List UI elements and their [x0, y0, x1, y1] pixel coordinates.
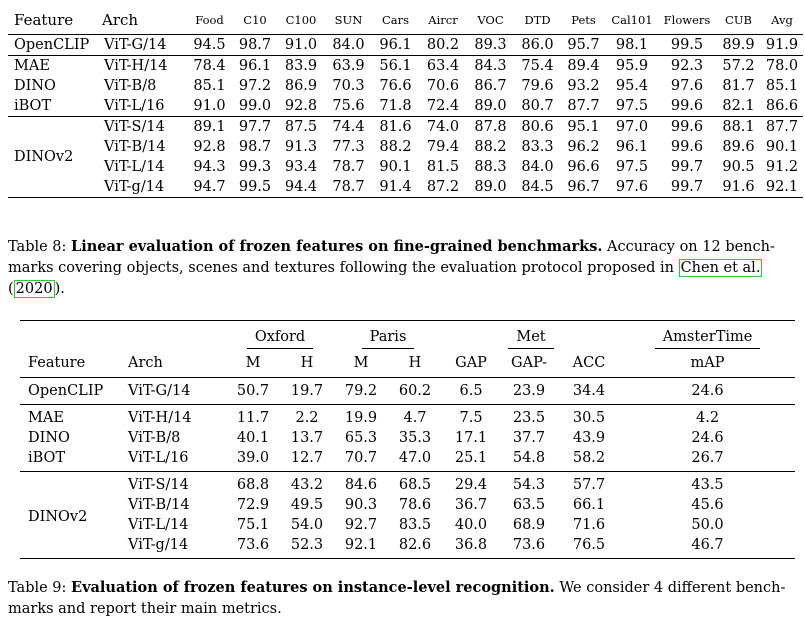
feature-cell: iBOT: [28, 450, 66, 466]
value-cell: 70.3: [332, 78, 365, 94]
value-cell: 97.5: [615, 98, 649, 114]
arch-cell: ViT-H/14: [128, 410, 192, 426]
value-cell: 97.5: [615, 159, 649, 175]
value-cell: 85.1: [193, 78, 226, 94]
table-8-body: [8, 35, 803, 198]
value-cell: 95.7: [567, 37, 600, 53]
value-cell: 7.5: [459, 410, 483, 426]
table-8-container: [8, 6, 803, 198]
value-cell: 25.1: [454, 450, 488, 466]
arch-cell: ViT-g/14: [104, 179, 165, 195]
value-cell: 78.4: [193, 58, 226, 74]
value-cell: 97.0: [615, 119, 649, 135]
value-cell: 95.9: [615, 58, 649, 74]
value-cell: 91.0: [193, 98, 226, 114]
table-row: [20, 405, 795, 429]
group-header: [334, 321, 442, 350]
table-row: [8, 137, 803, 157]
value-cell: 4.7: [403, 410, 427, 426]
value-cell: 73.6: [236, 537, 270, 553]
value-cell: 87.5: [284, 119, 318, 135]
value-cell: 63.4: [426, 58, 460, 74]
table-row: [20, 472, 795, 496]
value-cell: 70.6: [426, 78, 460, 94]
value-cell: 66.1: [572, 497, 606, 513]
caption-end: .: [60, 281, 65, 297]
table-9-caption: [8, 577, 798, 620]
value-cell: 92.3: [670, 58, 704, 74]
value-cell: 26.7: [691, 450, 724, 466]
spacer-cell: [20, 321, 120, 350]
arch-cell: ViT-L/16: [104, 98, 165, 114]
value-cell: 89.0: [474, 98, 507, 114]
table-9: [20, 320, 795, 559]
value-cell: 83.5: [398, 517, 432, 533]
value-cell: 96.7: [567, 179, 600, 195]
column-header: H: [300, 355, 314, 371]
value-cell: 24.6: [691, 383, 724, 399]
value-cell: 99.3: [238, 159, 272, 175]
value-cell: 23.9: [512, 383, 546, 399]
value-cell: 96.1: [238, 58, 272, 74]
column-header: GAP: [455, 355, 487, 371]
value-cell: 4.2: [695, 410, 720, 426]
value-cell: 89.4: [567, 58, 600, 74]
column-header: Flowers: [663, 13, 711, 27]
value-cell: 96.6: [567, 159, 600, 175]
value-cell: 49.5: [290, 497, 324, 513]
table-row: [8, 177, 803, 198]
value-cell: 76.6: [379, 78, 412, 94]
value-cell: 99.7: [670, 159, 704, 175]
value-cell: 88.2: [379, 139, 412, 155]
feature-cell: iBOT: [14, 98, 52, 114]
value-cell: 81.7: [722, 78, 755, 94]
value-cell: 92.1: [765, 179, 799, 195]
value-cell: 87.7: [765, 119, 799, 135]
table-row: [8, 96, 803, 117]
group-header-row: [20, 321, 795, 350]
value-cell: 89.3: [474, 37, 507, 53]
column-header: Arch: [128, 355, 163, 371]
value-cell: 23.5: [512, 410, 546, 426]
table-row: [8, 56, 803, 77]
value-cell: 65.3: [344, 430, 378, 446]
value-cell: 92.7: [344, 517, 378, 533]
value-cell: 84.6: [344, 477, 378, 493]
value-cell: 75.1: [236, 517, 270, 533]
feature-cell: DINOv2: [28, 508, 88, 525]
group-header: [620, 321, 795, 350]
value-cell: 92.8: [193, 139, 226, 155]
value-cell: 88.2: [474, 139, 507, 155]
column-header: Aircr: [428, 13, 458, 27]
value-cell: 94.3: [193, 159, 226, 175]
table-row: [20, 515, 795, 535]
value-cell: 72.9: [236, 497, 270, 513]
value-cell: 68.5: [398, 477, 432, 493]
value-cell: 72.4: [426, 98, 460, 114]
value-cell: 84.3: [474, 58, 507, 74]
table-row: [20, 448, 795, 472]
value-cell: 78.7: [332, 179, 365, 195]
value-cell: 36.7: [454, 497, 488, 513]
table-row: [8, 76, 803, 96]
value-cell: 93.2: [567, 78, 600, 94]
value-cell: 30.5: [572, 410, 606, 426]
value-cell: 78.6: [398, 497, 432, 513]
value-cell: 91.0: [284, 37, 318, 53]
value-cell: 93.4: [284, 159, 318, 175]
value-cell: 82.1: [722, 98, 755, 114]
value-cell: 99.6: [670, 98, 704, 114]
header-row: [8, 6, 803, 35]
value-cell: 70.7: [344, 450, 378, 466]
column-header: mAP: [690, 355, 725, 371]
column-header: Cars: [381, 13, 410, 27]
column-header: GAP-: [511, 355, 547, 371]
value-cell: 75.4: [521, 58, 554, 74]
arch-cell: ViT-S/14: [104, 119, 165, 135]
table-row: [20, 535, 795, 559]
value-cell: 63.5: [512, 497, 546, 513]
value-cell: 74.4: [332, 119, 365, 135]
value-cell: 97.6: [670, 78, 704, 94]
table-8: [8, 6, 803, 198]
caption-text: We consider 4 different bench- marks and report their main metrics.: [8, 580, 786, 617]
value-cell: 95.4: [615, 78, 649, 94]
value-cell: 97.6: [615, 179, 649, 195]
value-cell: 17.1: [454, 430, 488, 446]
group-header-label: Oxford: [247, 327, 313, 349]
value-cell: 89.0: [474, 179, 507, 195]
value-cell: 36.8: [454, 537, 488, 553]
arch-cell: ViT-G/14: [128, 383, 191, 399]
column-header: Cal101: [611, 13, 653, 27]
value-cell: 43.5: [691, 477, 724, 493]
value-cell: 81.6: [379, 119, 412, 135]
arch-cell: ViT-H/14: [104, 58, 168, 74]
value-cell: 11.7: [236, 410, 270, 426]
value-cell: 6.5: [459, 383, 483, 399]
value-cell: 76.5: [572, 537, 606, 553]
column-header: Pets: [571, 13, 596, 27]
value-cell: 71.8: [379, 98, 412, 114]
value-cell: 99.5: [670, 37, 704, 53]
value-cell: 89.6: [722, 139, 755, 155]
arch-cell: ViT-L/14: [128, 517, 189, 533]
column-header: DTD: [524, 13, 551, 27]
value-cell: 19.9: [344, 410, 378, 426]
value-cell: 83.3: [521, 139, 554, 155]
value-cell: 68.9: [512, 517, 546, 533]
table-row: [20, 378, 795, 405]
value-cell: 91.2: [765, 159, 799, 175]
value-cell: 98.1: [615, 37, 649, 53]
value-cell: 52.3: [290, 537, 324, 553]
header-row: [20, 349, 795, 378]
table-8-caption: Table 8: Linear evaluation of frozen features on fine-grained benchmarks. Accuracy on 12 bench- marks covering objects, scenes and textures following the evaluation protocol proposed in Chen et al. ( 2020 ).: [8, 238, 775, 297]
column-header: VOC: [477, 13, 504, 27]
arch-cell: ViT-L/16: [128, 450, 189, 466]
feature-cell: MAE: [14, 58, 50, 74]
value-cell: 99.5: [238, 179, 272, 195]
value-cell: 86.9: [284, 78, 318, 94]
value-cell: 86.0: [521, 37, 554, 53]
value-cell: 24.6: [691, 430, 724, 446]
table-9-body: [20, 378, 795, 559]
feature-cell: MAE: [28, 410, 64, 426]
column-header: Food: [195, 13, 224, 27]
value-cell: 57.7: [572, 477, 606, 493]
group-header: [226, 321, 334, 350]
value-cell: 91.9: [765, 37, 799, 53]
value-cell: 97.2: [238, 78, 272, 94]
group-header-label: AmsterTime: [655, 327, 761, 349]
column-header: M: [353, 355, 369, 371]
value-cell: 54.8: [512, 450, 546, 466]
value-cell: 50.0: [691, 517, 724, 533]
column-header: Arch: [102, 11, 139, 29]
value-cell: 75.6: [332, 98, 365, 114]
value-cell: 77.3: [332, 139, 365, 155]
value-cell: 58.2: [572, 450, 606, 466]
value-cell: 96.2: [567, 139, 600, 155]
caption-label: Table 8:: [8, 239, 67, 255]
value-cell: 12.7: [290, 450, 324, 466]
value-cell: 34.4: [572, 383, 606, 399]
value-cell: 84.5: [521, 179, 554, 195]
value-cell: 56.1: [379, 58, 412, 74]
column-header: Avg: [771, 13, 793, 27]
table-9-header: [20, 321, 795, 378]
value-cell: 73.6: [512, 537, 546, 553]
group-header: [442, 321, 620, 350]
value-cell: 94.7: [193, 179, 226, 195]
value-cell: 54.3: [512, 477, 546, 493]
citation-year-link[interactable]: 2020: [15, 281, 53, 297]
column-header: ACC: [572, 355, 606, 371]
table-row: [20, 495, 795, 515]
value-cell: 96.1: [615, 139, 649, 155]
value-cell: 68.8: [236, 477, 270, 493]
value-cell: 89.9: [722, 37, 755, 53]
value-cell: 89.1: [193, 119, 226, 135]
value-cell: 82.6: [398, 537, 432, 553]
value-cell: 60.2: [398, 383, 432, 399]
table-9-container: [20, 320, 795, 559]
feature-cell: OpenCLIP: [14, 37, 90, 53]
value-cell: 94.5: [193, 37, 226, 53]
value-cell: 98.7: [238, 139, 272, 155]
value-cell: 43.9: [572, 430, 606, 446]
value-cell: 79.4: [426, 139, 460, 155]
value-cell: 46.7: [691, 537, 724, 553]
caption-label: Table 9:: [8, 580, 67, 596]
value-cell: 90.1: [765, 139, 799, 155]
value-cell: 85.1: [765, 78, 799, 94]
value-cell: 84.0: [521, 159, 554, 175]
value-cell: 90.3: [344, 497, 378, 513]
column-header: Feature: [14, 11, 74, 29]
value-cell: 80.6: [521, 119, 554, 135]
group-header-label: Met: [508, 327, 553, 349]
value-cell: 40.0: [454, 517, 488, 533]
value-cell: 87.2: [426, 179, 460, 195]
value-cell: 79.6: [521, 78, 554, 94]
arch-cell: ViT-S/14: [128, 477, 189, 493]
value-cell: 39.0: [236, 450, 270, 466]
value-cell: 29.4: [454, 477, 488, 493]
value-cell: 95.1: [567, 119, 600, 135]
value-cell: 71.6: [572, 517, 606, 533]
value-cell: 86.6: [765, 98, 799, 114]
value-cell: 37.7: [512, 430, 546, 446]
value-cell: 54.0: [290, 517, 324, 533]
value-cell: 99.6: [670, 139, 704, 155]
column-header: SUN: [334, 13, 363, 27]
value-cell: 78.0: [765, 58, 799, 74]
citation-author-link[interactable]: Chen et al.: [680, 260, 761, 276]
arch-cell: ViT-B/8: [104, 78, 157, 94]
table-row: [8, 117, 803, 138]
feature-cell: DINO: [28, 430, 70, 446]
feature-cell: OpenCLIP: [28, 383, 104, 399]
value-cell: 90.5: [722, 159, 755, 175]
value-cell: 81.5: [426, 159, 460, 175]
value-cell: 98.7: [238, 37, 272, 53]
table-row: [8, 35, 803, 56]
feature-cell: DINOv2: [14, 149, 74, 165]
value-cell: 86.7: [474, 78, 507, 94]
value-cell: 80.7: [521, 98, 554, 114]
value-cell: 91.3: [284, 139, 318, 155]
feature-cell: DINO: [14, 78, 56, 94]
value-cell: 35.3: [398, 430, 432, 446]
table-8-header: [8, 6, 803, 35]
column-header: H: [408, 355, 422, 371]
column-header: Feature: [28, 355, 86, 371]
column-header: CUB: [725, 13, 752, 27]
value-cell: 87.8: [474, 119, 507, 135]
value-cell: 88.1: [722, 119, 755, 135]
value-cell: 88.3: [474, 159, 507, 175]
arch-cell: ViT-B/14: [128, 497, 190, 513]
caption-title: Linear evaluation of frozen features on fine-grained benchmarks.: [71, 238, 603, 255]
value-cell: 79.2: [344, 383, 378, 399]
arch-cell: ViT-G/14: [104, 37, 167, 53]
value-cell: 40.1: [236, 430, 270, 446]
value-cell: 45.6: [691, 497, 724, 513]
group-header-label: Paris: [362, 327, 415, 349]
value-cell: 57.2: [722, 58, 755, 74]
value-cell: 90.1: [379, 159, 412, 175]
value-cell: 43.2: [290, 477, 324, 493]
value-cell: 94.4: [284, 179, 318, 195]
value-cell: 97.7: [238, 119, 272, 135]
arch-cell: ViT-B/8: [128, 430, 181, 446]
spacer-cell: [120, 321, 226, 350]
caption-title: Evaluation of frozen features on instance-level recognition.: [71, 579, 555, 596]
column-header: C100: [285, 13, 317, 27]
value-cell: 78.7: [332, 159, 365, 175]
value-cell: 99.7: [670, 179, 704, 195]
value-cell: 50.7: [236, 383, 270, 399]
value-cell: 2.2: [295, 410, 319, 426]
column-header: C10: [243, 13, 267, 27]
value-cell: 47.0: [398, 450, 432, 466]
value-cell: 83.9: [284, 58, 318, 74]
value-cell: 92.1: [344, 537, 378, 553]
table-row: [20, 428, 795, 448]
value-cell: 80.2: [426, 37, 460, 53]
value-cell: 87.7: [567, 98, 600, 114]
caption-text: Accuracy on 12 bench- marks covering objects, scenes and textures following the evaluation protocol proposed in: [8, 239, 775, 276]
value-cell: 96.1: [379, 37, 412, 53]
value-cell: 74.0: [426, 119, 460, 135]
value-cell: 92.8: [284, 98, 318, 114]
arch-cell: ViT-L/14: [104, 159, 165, 175]
value-cell: 91.6: [722, 179, 755, 195]
value-cell: 84.0: [332, 37, 365, 53]
arch-cell: ViT-B/14: [104, 139, 166, 155]
arch-cell: ViT-g/14: [128, 537, 189, 553]
value-cell: 99.6: [670, 119, 704, 135]
value-cell: 19.7: [290, 383, 324, 399]
value-cell: 63.9: [332, 58, 365, 74]
table-row: [8, 157, 803, 177]
column-header: M: [245, 355, 261, 371]
value-cell: 91.4: [379, 179, 412, 195]
value-cell: 13.7: [290, 430, 324, 446]
value-cell: 99.0: [238, 98, 272, 114]
